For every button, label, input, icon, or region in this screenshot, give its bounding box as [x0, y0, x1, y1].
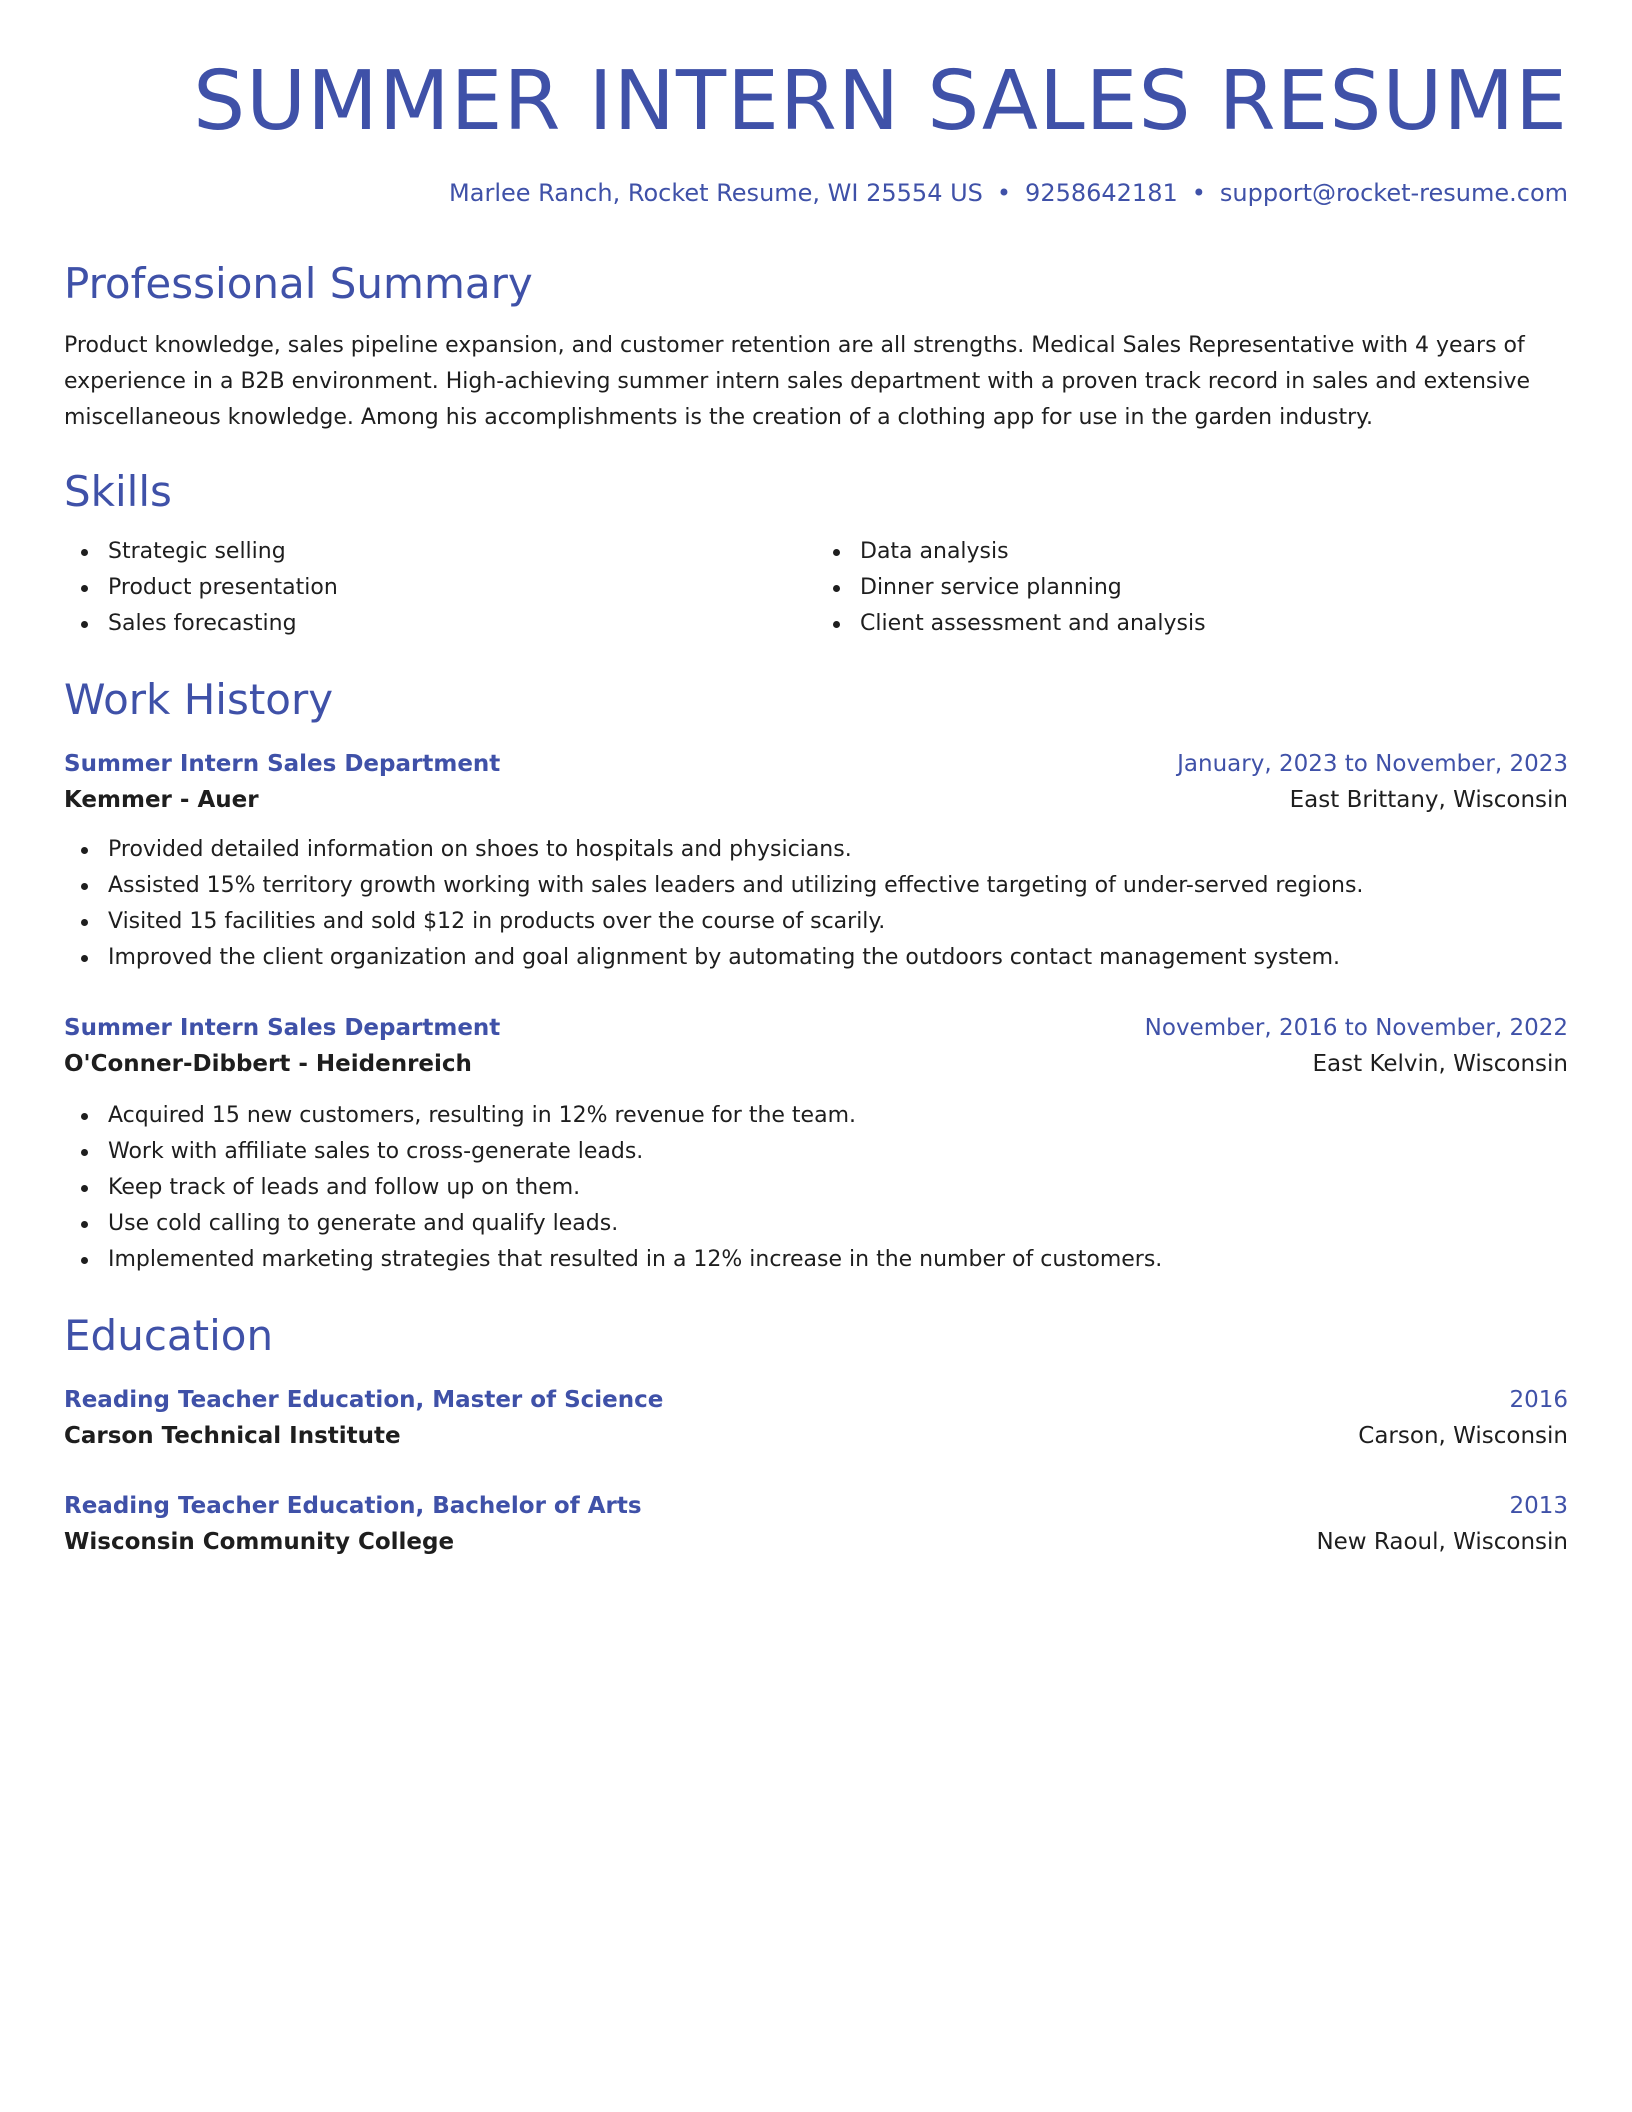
- job-location: East Brittany, Wisconsin: [1289, 787, 1568, 813]
- job-bullets: [64, 832, 1568, 976]
- contact-phone: 9258642181: [1025, 179, 1178, 207]
- section-title-skills: Skills: [64, 467, 172, 516]
- contact-email: support@rocket-resume.com: [1219, 179, 1568, 207]
- skills-grid: [64, 534, 1568, 642]
- education-school: Wisconsin Community College: [64, 1529, 455, 1555]
- section-title-work-history: Work History: [64, 675, 334, 724]
- education-year: 2013: [1509, 1493, 1568, 1519]
- job-bullet: Improved the client organization and goal alignment by automating the outdoors contact management system.: [108, 940, 1568, 976]
- education-header-row: [64, 1382, 1568, 1418]
- education-entry: [64, 1488, 1568, 1560]
- education-school-row: [64, 1524, 1568, 1560]
- job-location: East Kelvin, Wisconsin: [1312, 1051, 1568, 1077]
- contact-separator: •: [1191, 179, 1206, 207]
- professional-summary-section: [64, 258, 1568, 436]
- skill-item: Product presentation: [108, 570, 816, 606]
- job-header-row: [64, 746, 1568, 782]
- education-section: [64, 1310, 1568, 1560]
- job-company: O'Conner-Dibbert - Heidenreich: [64, 1051, 472, 1077]
- summary-text: Product knowledge, sales pipeline expansion, and customer retention are all strengths. Medical Sales Representative with 4 years of experience in a B2B environment. High-achieving summer intern sales department with a proven track record in sales and extensive miscellaneous knowledge. Among his accomplishments is the creation of a clothing app for use in the garden industry.: [64, 333, 1531, 430]
- skills-column-right: [816, 534, 1568, 642]
- job-company-row: [64, 1046, 1568, 1082]
- job-title: Summer Intern Sales Department: [64, 1015, 501, 1041]
- job-bullet: Assisted 15% territory growth working with sales leaders and utilizing effective targeting of under-served regions.: [108, 868, 1568, 904]
- job-company-row: [64, 782, 1568, 818]
- job-bullet: Visited 15 facilities and sold $12 in products over the course of scarily.: [108, 904, 1568, 940]
- job-bullet: Acquired 15 new customers, resulting in 12% revenue for the team.: [108, 1098, 1568, 1134]
- education-year: 2016: [1509, 1387, 1568, 1413]
- job-bullets: [64, 1098, 1568, 1278]
- job-company: Kemmer - Auer: [64, 787, 259, 813]
- education-header-row: [64, 1488, 1568, 1524]
- skill-item: Dinner service planning: [860, 570, 1568, 606]
- skills-section: [64, 466, 1568, 642]
- job-bullet: Provided detailed information on shoes to hospitals and physicians.: [108, 832, 1568, 868]
- work-history-section: [64, 674, 1568, 1278]
- education-location: Carson, Wisconsin: [1358, 1423, 1568, 1449]
- education-location: New Raoul, Wisconsin: [1316, 1529, 1568, 1555]
- skill-item: Sales forecasting: [108, 606, 816, 642]
- job-entry: [64, 746, 1568, 976]
- job-entry: [64, 1010, 1568, 1278]
- job-bullet: Implemented marketing strategies that resulted in a 12% increase in the number of customers.: [108, 1242, 1568, 1278]
- skill-item: Client assessment and analysis: [860, 606, 1568, 642]
- skills-column-left: [64, 534, 816, 642]
- skill-item: Data analysis: [860, 534, 1568, 570]
- resume-title: SUMMER INTERN SALES RESUME: [193, 54, 1568, 149]
- job-bullet: Use cold calling to generate and qualify leads.: [108, 1206, 1568, 1242]
- job-bullet: Work with affiliate sales to cross-generate leads.: [108, 1134, 1568, 1170]
- section-title-education: Education: [64, 1311, 274, 1360]
- education-degree: Reading Teacher Education, Master of Science: [64, 1387, 664, 1413]
- skill-item: Strategic selling: [108, 534, 816, 570]
- contact-line: [64, 178, 1568, 208]
- education-entry: [64, 1382, 1568, 1454]
- education-degree: Reading Teacher Education, Bachelor of Arts: [64, 1493, 642, 1519]
- education-school: Carson Technical Institute: [64, 1423, 401, 1449]
- contact-separator: •: [996, 179, 1012, 207]
- job-header-row: [64, 1010, 1568, 1046]
- job-dates: November, 2016 to November, 2022: [1144, 1015, 1568, 1041]
- education-school-row: [64, 1418, 1568, 1454]
- contact-address: Marlee Ranch, Rocket Resume, WI 25554 US: [449, 179, 983, 207]
- job-dates: January, 2023 to November, 2023: [1177, 751, 1568, 777]
- job-bullet: Keep track of leads and follow up on them.: [108, 1170, 1568, 1206]
- section-title-summary: Professional Summary: [64, 259, 533, 308]
- job-title: Summer Intern Sales Department: [64, 751, 501, 777]
